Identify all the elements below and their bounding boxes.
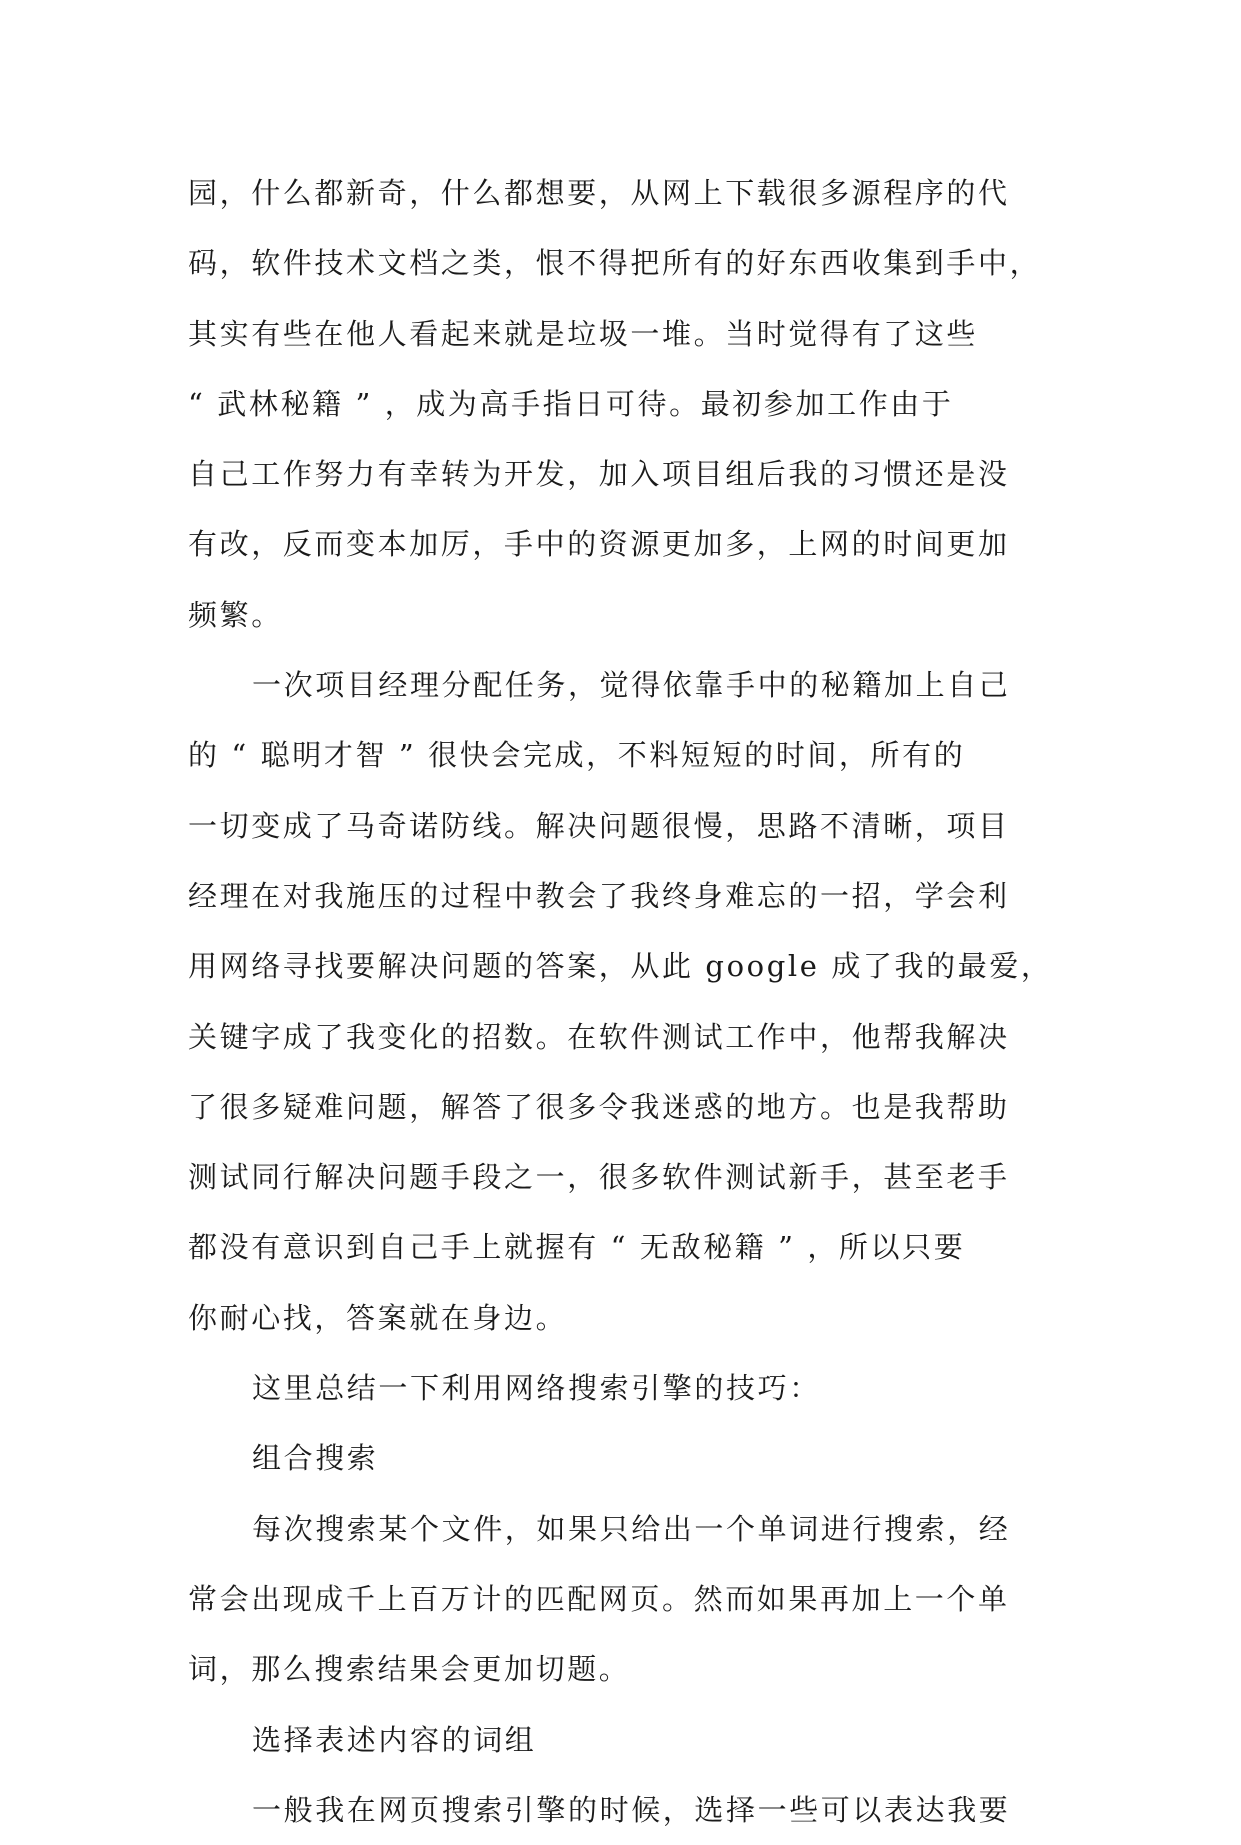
text-line: 你耐心找，答案就在身边。 [188, 1300, 568, 1335]
paragraph-start-line: 每次搜索某个文件，如果只给出一个单词进行搜索，经 [252, 1511, 1011, 1546]
text-line: 有改，反而变本加厉，手中的资源更加多，上网的时间更加 [188, 527, 1010, 562]
text-line: 的 “ 聪明才智 ” 很快会完成，不料短短的时间，所有的 [188, 738, 966, 773]
text-line: 码，软件技术文档之类，恨不得把所有的好东西收集到手中， [188, 246, 1042, 281]
text-line: “ 武林秘籍 ” ，成为高手指日可待。最初参加工作由于 [188, 386, 954, 421]
text-line: 一切变成了马奇诺防线。解决问题很慢，思路不清晰，项目 [188, 808, 1010, 843]
paragraph-start-line: 这里总结一下利用网络搜索引擎的技巧： [252, 1371, 821, 1406]
text-line: 自己工作努力有幸转为开发，加入项目组后我的习惯还是没 [188, 457, 1010, 492]
text-line: 其实有些在他人看起来就是垃圾一堆。当时觉得有了这些 [188, 316, 979, 351]
text-line: 都没有意识到自己手上就握有 “ 无敌秘籍 ” ，所以只要 [188, 1230, 966, 1265]
text-line: 常会出现成千上百万计的匹配网页。然而如果再加上一个单 [188, 1581, 1010, 1616]
text-line: 词，那么搜索结果会更加切题。 [188, 1652, 631, 1687]
body-text [188, 158, 1053, 1845]
paragraph-start-line: 一次项目经理分配任务，觉得依靠手中的秘籍加上自己 [252, 668, 1011, 703]
text-line: 关键字成了我变化的招数。在软件测试工作中，他帮我解决 [188, 1019, 1010, 1054]
paragraph-start-line: 一般我在网页搜索引擎的时候，选择一些可以表达我要 [252, 1792, 1011, 1827]
text-line: 频繁。 [188, 597, 283, 632]
text-line: 用网络寻找要解决问题的答案，从此 google 成了我的最爱， [188, 949, 1053, 984]
section-heading: 选择表述内容的词组 [252, 1722, 537, 1757]
text-line: 了很多疑难问题，解答了很多令我迷惑的地方。也是我帮助 [188, 1089, 1010, 1124]
section-heading: 组合搜索 [252, 1441, 379, 1476]
text-line: 经理在对我施压的过程中教会了我终身难忘的一招，学会利 [188, 878, 1010, 913]
text-line: 测试同行解决问题手段之一，很多软件测试新手，甚至老手 [188, 1160, 1010, 1195]
text-line: 园，什么都新奇，什么都想要，从网上下载很多源程序的代 [188, 176, 1010, 210]
